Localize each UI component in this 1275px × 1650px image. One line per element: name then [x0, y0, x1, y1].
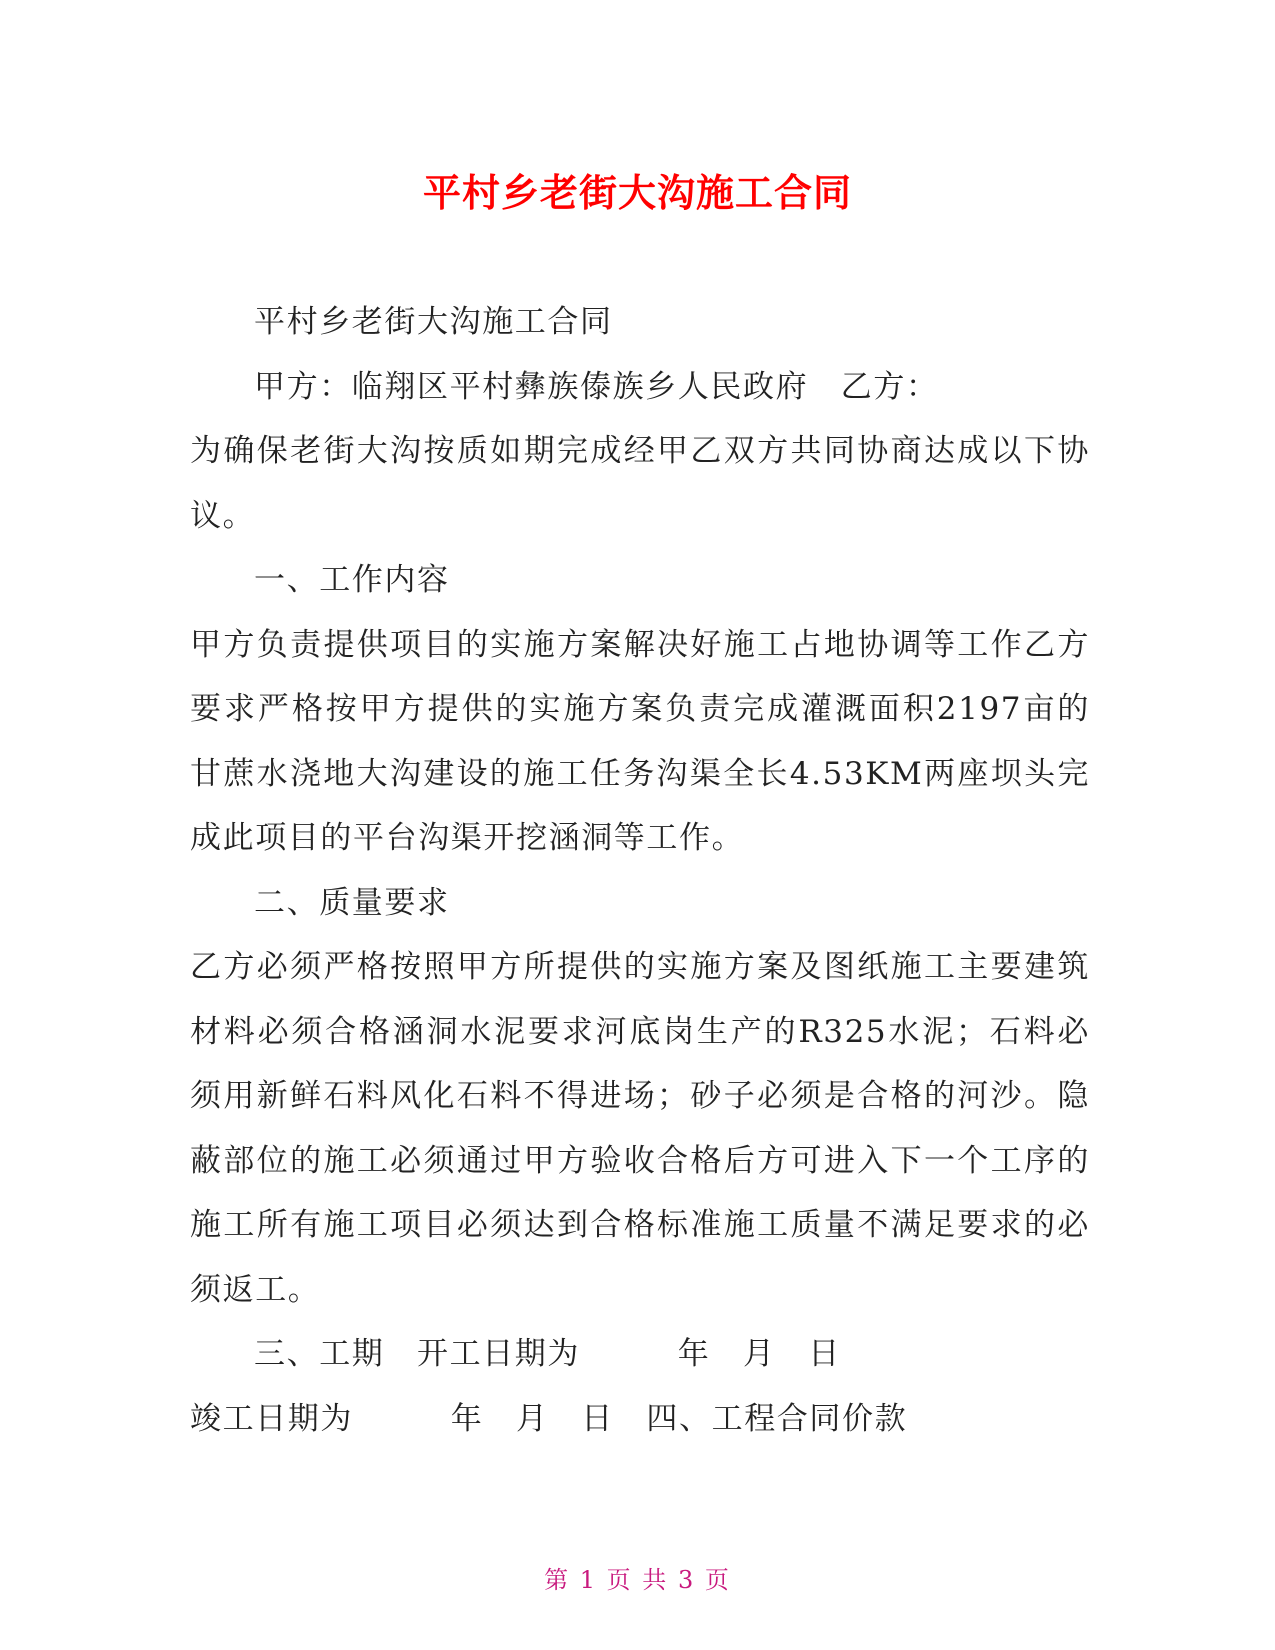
parties-line: 甲方：临翔区平村彝族傣族乡人民政府 乙方：: [254, 368, 939, 405]
section-heading-work: 一、工作内容: [254, 562, 450, 598]
document-title: 平村乡老街大沟施工合同: [422, 171, 852, 215]
schedule-start-line: 三、工期 开工日期为 年 月 日: [254, 1336, 841, 1372]
section-heading-quality: 二、质量要求: [254, 884, 450, 921]
schedule-end-line: 竣工日期为 年 月 日 四、工程合同价款: [190, 1400, 908, 1437]
document-body: [190, 290, 1090, 1451]
preamble-paragraph: 为确保老街大沟按质如期完成经甲乙双方共同协商达成以下协议。: [190, 433, 1090, 534]
page-footer: 第 1 页 共 3 页: [544, 1566, 731, 1594]
work-content-paragraph: 甲方负责提供项目的实施方案解决好施工占地协调等工作乙方要求严格按甲方提供的实施方案负责完成灌溉面积2197亩的甘蔗水浇地大沟建设的施工任务沟渠全长4.53KM两座坝头完成此项目的平台沟渠开挖涵洞等工作。: [190, 626, 1090, 856]
contract-heading: 平村乡老街大沟施工合同: [254, 304, 613, 340]
quality-paragraph: 乙方必须严格按照甲方所提供的实施方案及图纸施工主要建筑材料必须合格涵洞水泥要求河底岗生产的R325水泥；石料必须用新鲜石料风化石料不得进场；砂子必须是合格的河沙。隐蔽部位的施工必须通过甲方验收合格后方可进入下一个工序的施工所有施工项目必须达到合格标准施工质量不满足要求的必须返工。: [190, 949, 1090, 1308]
